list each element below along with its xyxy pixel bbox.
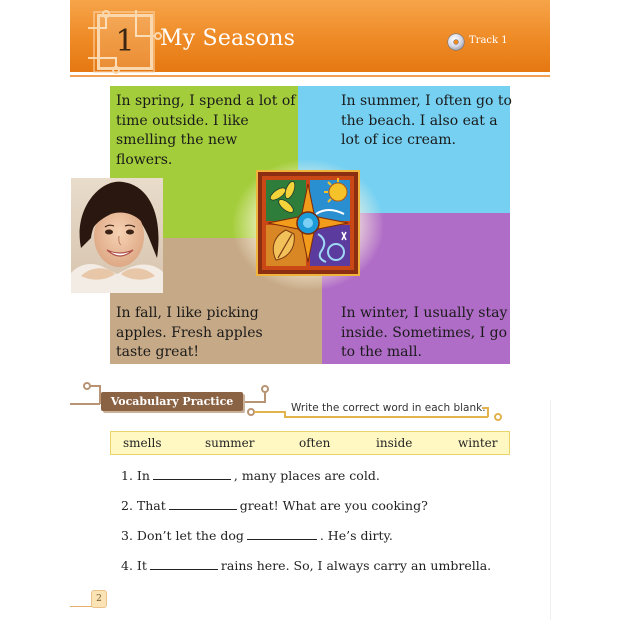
winter-text: In winter, I usually stay inside. Sometimes, I go to the mall. xyxy=(341,305,508,360)
sentence-before: That xyxy=(136,498,166,513)
answer-blank[interactable] xyxy=(150,558,218,570)
sentence-before: In xyxy=(136,468,150,483)
sentence-before: It xyxy=(136,558,147,573)
sentence-number: 3. xyxy=(121,528,133,543)
chapter-number: 1 xyxy=(115,24,135,59)
page-edge-line xyxy=(550,400,551,620)
exercise-sentence-3 xyxy=(121,528,393,543)
word-bank-item: summer xyxy=(205,436,255,450)
sentence-after: , many places are cold. xyxy=(233,468,380,483)
sentence-number: 2. xyxy=(121,498,133,513)
footer-decoration xyxy=(70,606,92,607)
word-bank-item: winter xyxy=(458,436,498,450)
sentence-after: . He’s dirty. xyxy=(319,528,393,543)
exercise-sentence-4 xyxy=(121,558,491,573)
sentence-number: 1. xyxy=(121,468,133,483)
section-title: Vocabulary Practice xyxy=(110,395,234,408)
answer-blank[interactable] xyxy=(153,468,231,480)
sentence-after: rains here. So, I always carry an umbrella. xyxy=(220,558,492,573)
answer-blank[interactable] xyxy=(169,498,237,510)
exercise-sentence-2 xyxy=(121,498,428,513)
cd-icon[interactable] xyxy=(447,33,465,51)
summer-text: In summer, I often go to the beach. I also eat a lot of ice cream. xyxy=(341,93,512,148)
exercise-sentence-1 xyxy=(121,468,380,483)
girl-photo xyxy=(71,178,163,293)
word-bank-item: often xyxy=(299,436,331,450)
sentence-before: Don’t let the dog xyxy=(136,528,244,543)
page-title: My Seasons xyxy=(160,26,296,51)
word-bank-item: smells xyxy=(123,436,162,450)
seasons-artwork xyxy=(256,170,360,276)
sentence-number: 4. xyxy=(121,558,133,573)
page-number: 2 xyxy=(96,594,102,604)
word-bank-item: inside xyxy=(376,436,413,450)
instructions-text: Write the correct word in each blank. xyxy=(291,402,486,414)
answer-blank[interactable] xyxy=(247,528,317,540)
spring-text: In spring, I spend a lot of time outside. I like smelling the new flowers. xyxy=(116,93,296,168)
track-label[interactable]: Track 1 xyxy=(469,35,508,46)
sentence-after: great! What are you cooking? xyxy=(239,498,428,513)
fall-text: In fall, I like picking apples. Fresh apples taste great! xyxy=(116,305,263,360)
